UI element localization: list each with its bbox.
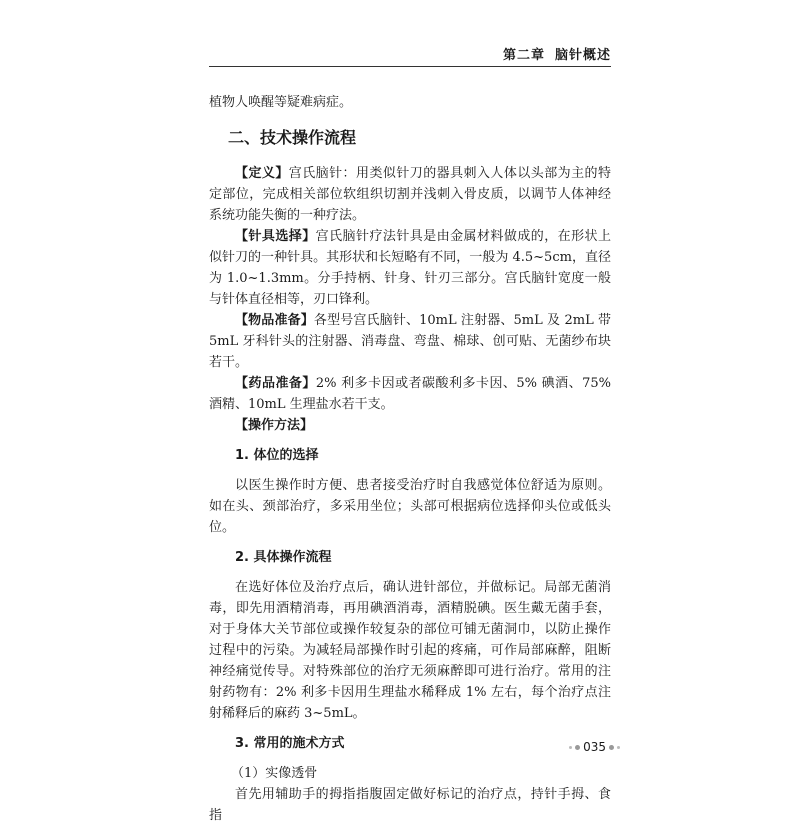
definition-paragraph [209, 163, 611, 226]
ornament-dot-icon [609, 745, 614, 750]
running-header [209, 44, 611, 63]
drugs-term: 【药品准备】 [235, 376, 316, 391]
procedure-heading: 2. 具体操作流程 [235, 550, 332, 565]
ornament-dot-icon [569, 746, 572, 749]
supplies-paragraph [209, 310, 611, 373]
definition-term: 【定义】 [235, 166, 289, 181]
ornament-dot-icon [617, 746, 620, 749]
drugs-paragraph [209, 373, 611, 415]
method-heading: 【操作方法】 [235, 418, 314, 433]
supplies-text: 各型号宫氏脑针、10mL 注射器、5mL 及 2mL 带 5mL 牙科针头的注射器、消毒盘、弯盘、棉球、创可贴、无菌纱布块若干。 [209, 313, 611, 370]
position-heading: 1. 体位的选择 [235, 448, 319, 463]
section-heading: 二、技术操作流程 [228, 128, 357, 147]
sub-paragraph-1: 首先用辅助手的拇指指腹固定做好标记的治疗点，持针手拇、食指 [209, 787, 611, 823]
header-rule [209, 66, 611, 67]
page-number: 035 [583, 740, 606, 754]
needle-paragraph [209, 226, 611, 310]
page-body [209, 92, 611, 826]
supplies-term: 【物品准备】 [235, 313, 314, 328]
methods-heading: 3. 常用的施术方式 [235, 736, 345, 751]
page-footer [560, 740, 620, 754]
needle-text: 宫氏脑针疗法针具是由金属材料做成的，在形状上似针刀的一种针具。其形状和长短略有不同，一般为 4.5~5cm，直径为 1.0~1.3mm。分手持柄、针身、针刃三部分。宫氏脑针宽度一般与针体直径相等，刃口锋利。 [209, 229, 611, 307]
chapter-number: 第二章 [502, 48, 545, 63]
position-paragraph: 以医生操作时方便、患者接受治疗时自我感觉体位舒适为原则。如在头、颈部治疗，多采用坐位；头部可根据病位选择仰头位或低头位。 [209, 478, 611, 535]
procedure-paragraph: 在选好体位及治疗点后，确认进针部位，并做标记。局部无菌消毒，即先用酒精消毒，再用碘酒消毒，酒精脱碘。医生戴无菌手套，对于身体大关节部位或操作较复杂的部位可铺无菌洞巾，以防止操作过程中的污染。为减轻局部操作时引起的疼痛，可作局部麻醉，阻断神经痛觉传导。对特殊部位的治疗无须麻醉即可进行治疗。常用的注射药物有：2% 利多卡因用生理盐水稀释成 1% 左右，每个治疗点注射稀释后的麻药 3~5mL。 [209, 580, 611, 721]
chapter-title: 脑针概述 [554, 48, 611, 63]
sub-heading-1: （1）实像透骨 [231, 766, 318, 781]
definition-text: 宫氏脑针：用类似针刀的器具刺入人体以头部为主的特定部位，完成相关部位软组织切割并浅刺入骨皮质，以调节人体神经系统功能失衡的一种疗法。 [209, 166, 611, 223]
drugs-text: 2% 利多卡因或者碳酸利多卡因、5% 碘酒、75% 酒精、10mL 生理盐水若干支。 [209, 376, 611, 412]
ornament-dot-icon [575, 745, 580, 750]
needle-term: 【针具选择】 [235, 229, 316, 244]
intro-paragraph: 植物人唤醒等疑难病症。 [209, 95, 353, 110]
